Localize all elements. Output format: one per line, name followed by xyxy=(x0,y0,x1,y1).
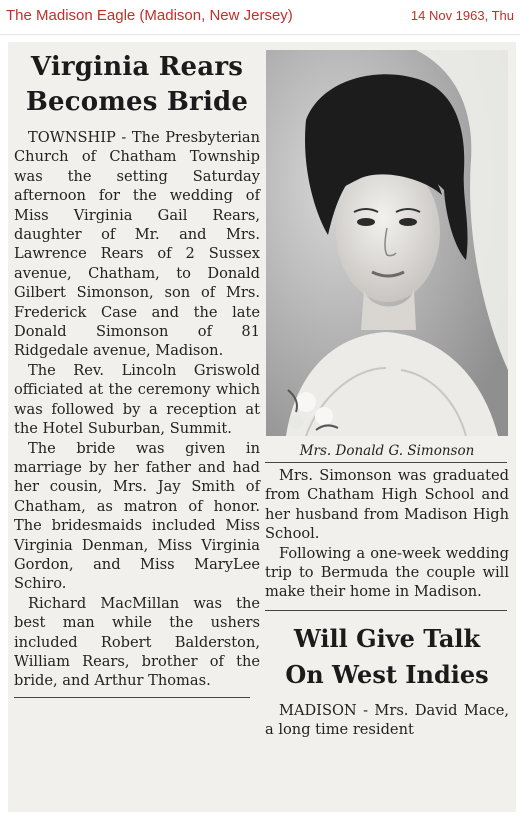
article-divider xyxy=(265,610,507,611)
article-paragraph: The bride was given in marriage by her father and had her cousin, Mrs. Jay Smith of Chatham, as matron of honor. The bridesmaids included Miss Virginia Denman, Miss Virginia Gordon, and Miss MaryLee Schiro. xyxy=(14,439,260,593)
clipping-header xyxy=(0,0,520,35)
publication-date: 14 Nov 1963, Thu xyxy=(410,8,514,23)
second-headline-line-1: Will Give Talk xyxy=(293,623,481,653)
article-paragraph: Richard MacMillan was the best man while the ushers included Robert Balderston, William Rears, brother of the bride, and Arthur Thomas. xyxy=(14,594,260,690)
right-column xyxy=(265,50,509,740)
left-column xyxy=(14,50,260,698)
column-rule xyxy=(14,697,250,698)
article-paragraph: The Rev. Lincoln Griswold officiated at the ceremony which was followed by a reception at the Hotel Suburban, Summit. xyxy=(14,361,260,438)
second-headline-line-2: On West Indies xyxy=(285,659,489,689)
bride-portrait-photo xyxy=(266,50,508,436)
newspaper-clipping xyxy=(8,42,516,812)
portrait-image xyxy=(266,50,508,436)
second-article-lead: MADISON - Mrs. David Mace, a long time resident xyxy=(265,701,509,739)
second-article-headline xyxy=(265,621,509,693)
headline-line-1: Virginia Rears xyxy=(30,52,244,82)
headline-line-2: Becomes Bride xyxy=(25,87,249,117)
publication-name[interactable]: The Madison Eagle (Madison, New Jersey) xyxy=(6,7,293,24)
caption-rule xyxy=(265,462,507,463)
article-paragraph: TOWNSHIP - The Presbyterian Church of Chatham Township was the setting Saturday afternoon for the wedding of Miss Virginia Gail Rears, daughter of Mr. and Mrs. Lawrence Rears of 2 Sussex avenue, Chatham, to Donald Gilbert Simonson, son of Mrs. Frederick Case and the late Donald Simonson of 81 Ridgedale avenue, Madison. xyxy=(14,129,260,360)
article-paragraph: Following a one-week wedding trip to Bermuda the couple will make their home in Madison. xyxy=(265,544,509,601)
photo-caption: Mrs. Donald G. Simonson xyxy=(299,443,475,459)
article-paragraph: Mrs. Simonson was graduated from Chatham High School and her husband from Madison High School. xyxy=(265,467,509,543)
article-headline xyxy=(14,50,260,120)
